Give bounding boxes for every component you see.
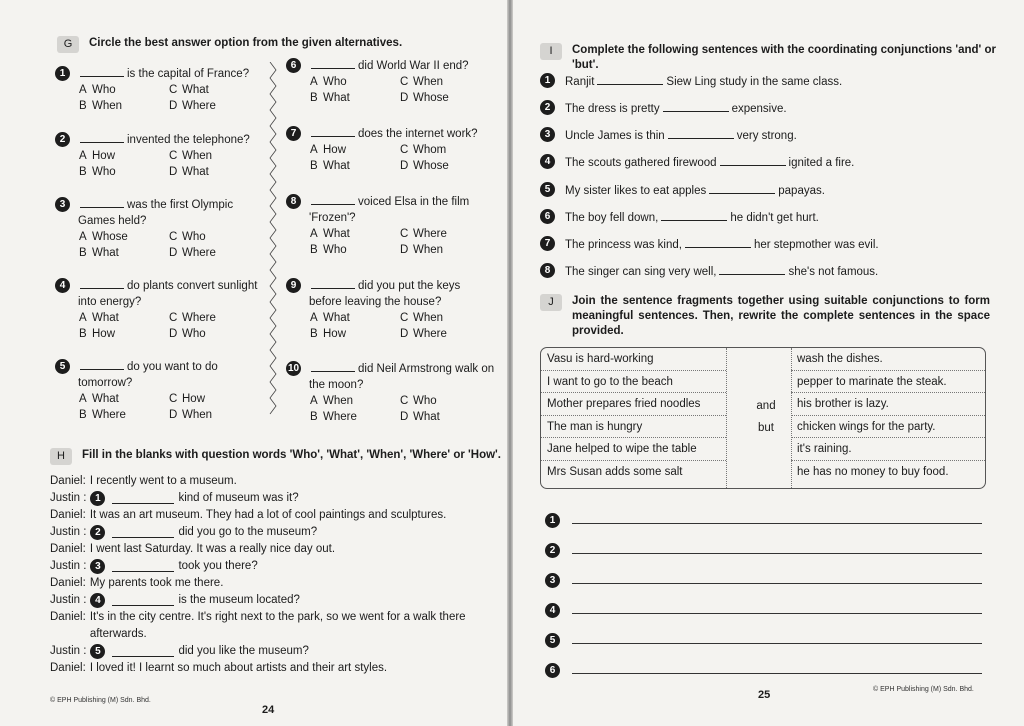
answer-line-1[interactable]: 1	[545, 513, 982, 528]
answer-line-5[interactable]: 5	[545, 633, 982, 648]
section-j-header	[540, 294, 990, 339]
option-b[interactable]: B How	[79, 328, 116, 340]
option-b[interactable]: B What	[310, 92, 350, 104]
option-c[interactable]: C Whom	[400, 144, 447, 156]
option-c[interactable]: C What	[169, 84, 209, 96]
answer-blank[interactable]	[685, 237, 751, 248]
option-d[interactable]: D Where	[169, 247, 216, 259]
section-h-badge: H	[50, 448, 72, 465]
conjunction-but: but	[758, 422, 774, 434]
option-a[interactable]: A When	[310, 395, 354, 407]
answer-blank[interactable]	[709, 183, 775, 194]
fragment-cell: The man is hungry	[541, 416, 726, 439]
option-d[interactable]: D Whose	[400, 160, 449, 172]
fragment-cell: wash the dishes.	[791, 348, 985, 371]
conjunction-and: and	[756, 400, 776, 412]
right-fragments	[791, 348, 985, 483]
question-text: did Neil Armstrong walk on the moon?	[309, 363, 495, 391]
option-b[interactable]: B Where	[79, 409, 126, 421]
answer-blank[interactable]	[661, 210, 727, 221]
question-text: did you put the keys before leaving the house?	[309, 280, 461, 308]
answer-blank[interactable]	[112, 646, 174, 657]
option-b[interactable]: B What	[79, 247, 119, 259]
section-g-header	[57, 36, 402, 53]
number-badge: 1	[55, 66, 70, 81]
option-a[interactable]: A What	[310, 228, 350, 240]
number-badge: 6	[286, 58, 301, 73]
question-4	[55, 278, 265, 342]
fragment-cell: chicken wings for the party.	[791, 416, 985, 439]
section-i-instruction: Complete the following sentences with the coordinating conjunctions 'and' or 'but'.	[572, 44, 996, 71]
column-divider-zigzag	[267, 62, 279, 422]
option-a[interactable]: A Who	[79, 84, 116, 96]
sentence-5: 5 My sister likes to eat apples papayas.	[540, 182, 825, 197]
sentence-8: 8 The singer can sing very well, she's not famous.	[540, 263, 878, 278]
question-text: do you want to do tomorrow?	[78, 361, 218, 389]
dialogue	[50, 473, 500, 677]
dialogue-line: Justin : 2 did you go to the museum?	[50, 526, 318, 538]
question-10	[286, 361, 500, 425]
section-g-instruction: Circle the best answer option from the given alternatives.	[89, 37, 403, 49]
option-c[interactable]: C When	[400, 76, 444, 88]
fragment-cell: his brother is lazy.	[791, 393, 985, 416]
fragment-table	[540, 347, 986, 489]
question-text: invented the telephone?	[127, 134, 250, 146]
answer-blank[interactable]	[663, 101, 729, 112]
section-j-badge: J	[540, 294, 562, 311]
right-footer: © EPH Publishing (M) Sdn. Bhd.	[873, 686, 974, 693]
answer-line-6[interactable]: 6	[545, 663, 982, 678]
fragment-cell: Mrs Susan adds some salt	[547, 465, 683, 478]
question-8	[286, 194, 496, 258]
option-d[interactable]: D Where	[169, 100, 216, 112]
option-d[interactable]: D What	[400, 411, 440, 423]
answer-blank[interactable]	[719, 264, 785, 275]
option-d[interactable]: D When	[400, 244, 444, 256]
sentence-3: 3 Uncle James is thin very strong.	[540, 127, 797, 142]
question-9	[286, 278, 496, 342]
number-badge: 7	[286, 126, 301, 141]
question-text: did World War II end?	[358, 60, 469, 72]
fragment-cell: I want to go to the beach	[541, 371, 726, 394]
dialogue-line: Daniel: It's in the city centre. It's right next to the park, so we went for a walk there afterwards.	[50, 611, 466, 640]
fragment-cell: he has no money to buy food.	[797, 465, 949, 478]
option-a[interactable]: A How	[79, 150, 116, 162]
question-3	[55, 197, 265, 261]
option-d[interactable]: D Where	[400, 328, 447, 340]
answer-line-4[interactable]: 4	[545, 603, 982, 618]
section-h-instruction: Fill in the blanks with question words 'Who', 'What', 'When', 'Where' or 'How'.	[82, 449, 501, 461]
option-a[interactable]: A Who	[310, 76, 347, 88]
question-5	[55, 359, 265, 423]
option-b[interactable]: B What	[310, 160, 350, 172]
right-page-number: 25	[758, 689, 771, 701]
option-a[interactable]: A How	[310, 144, 347, 156]
option-d[interactable]: D What	[169, 166, 209, 178]
dialogue-line: Justin : 5 did you like the museum?	[50, 645, 309, 657]
question-6	[286, 58, 496, 106]
section-h-header	[50, 448, 501, 465]
answer-blank[interactable]	[597, 74, 663, 85]
section-g-badge: G	[57, 36, 79, 53]
option-c[interactable]: C When	[400, 312, 444, 324]
answer-blank[interactable]	[112, 595, 174, 606]
sentence-4: 4 The scouts gathered firewood ignited a fire.	[540, 154, 854, 169]
option-c[interactable]: C Where	[169, 312, 216, 324]
option-a[interactable]: A What	[79, 312, 119, 324]
option-c[interactable]: C When	[169, 150, 213, 162]
sentence-6: 6 The boy fell down, he didn't get hurt.	[540, 209, 819, 224]
fragment-cell: Mother prepares fried noodles	[541, 393, 726, 416]
dialogue-line: Daniel: My parents took me there.	[50, 577, 224, 589]
answer-blank[interactable]	[112, 527, 174, 538]
answer-blank[interactable]	[720, 155, 786, 166]
question-text: was the first Olympic Games held?	[78, 199, 234, 227]
option-a[interactable]: A What	[310, 312, 350, 324]
answer-blank[interactable]	[112, 493, 174, 504]
sentence-7: 7 The princess was kind, her stepmother was evil.	[540, 236, 879, 251]
question-text: do plants convert sunlight into energy?	[78, 280, 258, 308]
question-text: voiced Elsa in the film 'Frozen'?	[309, 196, 470, 224]
fragment-cell: Vasu is hard-working	[541, 348, 726, 371]
number-badge: 4	[55, 278, 70, 293]
dialogue-line: Daniel: I went last Saturday. It was a really nice day out.	[50, 543, 336, 555]
option-c[interactable]: C Where	[400, 228, 447, 240]
table-divider	[726, 348, 727, 488]
dialogue-line: Justin : 3 took you there?	[50, 560, 258, 572]
fragment-cell: Jane helped to wipe the table	[541, 438, 726, 461]
option-d[interactable]: D Whose	[400, 92, 449, 104]
left-footer: © EPH Publishing (M) Sdn. Bhd.	[50, 697, 151, 704]
number-badge: 8	[286, 194, 301, 209]
answer-blank[interactable]	[112, 561, 174, 572]
number-badge: 5	[55, 359, 70, 374]
dialogue-line: Justin : 4 is the museum located?	[50, 594, 300, 606]
number-badge: 10	[287, 363, 300, 374]
option-a[interactable]: A Whose	[79, 231, 128, 243]
sentence-2: 2 The dress is pretty expensive.	[540, 100, 787, 115]
number-badge: 3	[55, 197, 70, 212]
fragment-cell: pepper to marinate the steak.	[791, 371, 985, 394]
question-text: is the capital of France?	[127, 68, 250, 80]
answer-line-2[interactable]: 2	[545, 543, 982, 558]
question-1	[55, 66, 265, 114]
dialogue-line: Daniel: I recently went to a museum.	[50, 475, 237, 487]
option-b[interactable]: B Who	[310, 244, 347, 256]
dialogue-line: Daniel: I loved it! I learnt so much about artists and their art styles.	[50, 662, 388, 674]
dialogue-line: Daniel: It was an art museum. They had a lot of cool paintings and sculptures.	[50, 509, 447, 521]
left-page-number: 24	[262, 704, 275, 716]
answer-line-3[interactable]: 3	[545, 573, 982, 588]
section-j-instruction: Join the sentence fragments together using suitable conjunctions to form meaningful sentences. Then, rewrite the complete sentences in the space provided.	[572, 295, 990, 337]
left-fragments	[541, 348, 726, 483]
option-b[interactable]: B Who	[79, 166, 116, 178]
option-b[interactable]: B Where	[310, 411, 357, 423]
question-2	[55, 132, 265, 180]
option-b[interactable]: B How	[310, 328, 347, 340]
option-c[interactable]: C How	[169, 393, 206, 405]
option-b[interactable]: B When	[79, 100, 123, 112]
answer-blank[interactable]	[668, 128, 734, 139]
section-i-badge: I	[540, 43, 562, 60]
option-d[interactable]: D Who	[169, 328, 206, 340]
number-badge: 9	[286, 278, 301, 293]
option-c[interactable]: C Who	[400, 395, 437, 407]
dialogue-line: Justin : 1 kind of museum was it?	[50, 492, 299, 504]
number-badge: 2	[55, 132, 70, 147]
section-i-header	[540, 43, 1024, 73]
option-a[interactable]: A What	[79, 393, 119, 405]
sentence-1: 1 Ranjit Siew Ling study in the same class.	[540, 73, 842, 88]
question-text: does the internet work?	[358, 128, 478, 140]
question-7	[286, 126, 496, 174]
option-c[interactable]: C Who	[169, 231, 206, 243]
option-d[interactable]: D When	[169, 409, 213, 421]
fragment-cell: it's raining.	[791, 438, 985, 461]
